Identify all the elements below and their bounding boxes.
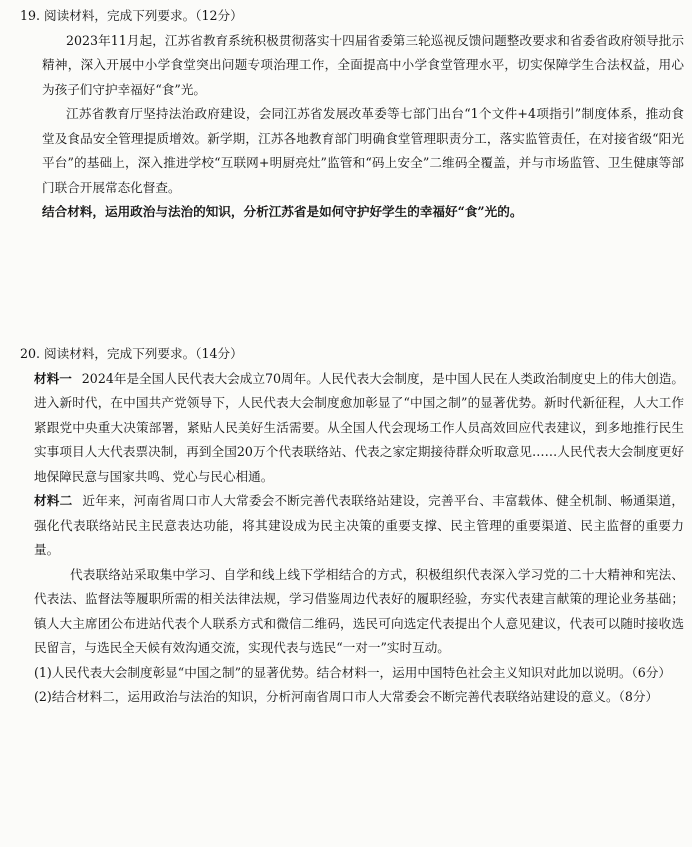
material-1 xyxy=(34,367,684,490)
q19-paragraph-2: 江苏省教育厅坚持法治政府建设，会同江苏省发展改革委等七部门出台“1个文件+4项指引”制度体系，推动食堂及食品安全管理提质增效。新学期，江苏各地教育部门明确食堂管理职责分工，落实监管责任，在对接省级“阳光平台”的基础上，深入推进学校“互联网+明厨亮灶”监管和“码上安全”二维码全覆盖，并与市场监管、卫生健康等部门联合开展常态化督查。 xyxy=(42,106,684,195)
q20-subquestion-1: (1)人民代表大会制度彰显“中国之制”的显著优势。结合材料一，运用中国特色社会主义知识对此加以说明。（6分） xyxy=(34,664,671,680)
q19-requirement: 结合材料，运用政治与法治的知识，分析江苏省是如何守护好学生的幸福好“食”光的。 xyxy=(42,204,523,219)
material-1-label: 材料一 xyxy=(34,370,72,386)
material-2 xyxy=(34,489,684,563)
question-20-title: 20. 阅读材料，完成下列要求。（14分） xyxy=(20,346,243,361)
material-2-text: 近年来，河南省周口市人大常委会不断完善代表联络站建设，完善平台、丰富载体、健全机制、畅通渠道，强化代表联络站民主民意表达功能，将其建设成为民主决策的重要支撑、民主管理的重要渠道、民主监督的重要力量。 xyxy=(34,493,685,557)
question-19 xyxy=(20,4,684,225)
question-20 xyxy=(20,342,684,710)
q20-subquestion-2: (2)结合材料二，运用政治与法治的知识，分析河南省周口市人大常委会不断完善代表联络站建设的意义。（8分） xyxy=(34,689,659,704)
question-19-title: 19. 阅读材料，完成下列要求。（12分） xyxy=(20,8,243,23)
q19-paragraph-1: 2023年11月起，江苏省教育系统积极贯彻落实十四届省委第三轮巡视反馈问题整改要求和省委省政府领导批示精神，深入开展中小学食堂突出问题专项治理工作，全面提高中小学食堂管理水平，切实保障学生合法权益，用心为孩子们守护幸福好“食”光。 xyxy=(42,32,684,97)
material-2-label: 材料二 xyxy=(34,493,73,508)
material-1-text: 2024年是全国人民代表大会成立70周年。人民代表大会制度，是中国人民在人类政治制度史上的伟大创造。进入新时代，在中国共产党领导下，人民代表大会制度愈加彰显了“中国之制”的显著优势。新时代新征程，人大工作紧跟党中央重大决策部署，紧贴人民美好生活需要。从全国人代会现场工作人员高效回应代表建议，到多地推行民生实事项目人大代表票决制，再到全国20万个代表联络站、代表之家定期接待群众听取意见……人民代表大会制度更好地保障民意与国家共鸣、党心与民心相通。 xyxy=(34,370,685,484)
material-2-paragraph-2: 代表联络站采取集中学习、自学和线上线下学相结合的方式，积极组织代表深入学习党的二十大精神和宪法、代表法、监督法等履职所需的相关法律法规，学习借鉴周边代表好的履职经验，夯实代表建言献策的理论业务基础；镇人大主席团公布进站代表个人联系方式和微信二维码，选民可向选定代表提出个人意见建议，代表可以随时接收选民留言，与选民全天候有效沟通交流，实现代表与选民“一对一”实时互动。 xyxy=(34,566,684,655)
